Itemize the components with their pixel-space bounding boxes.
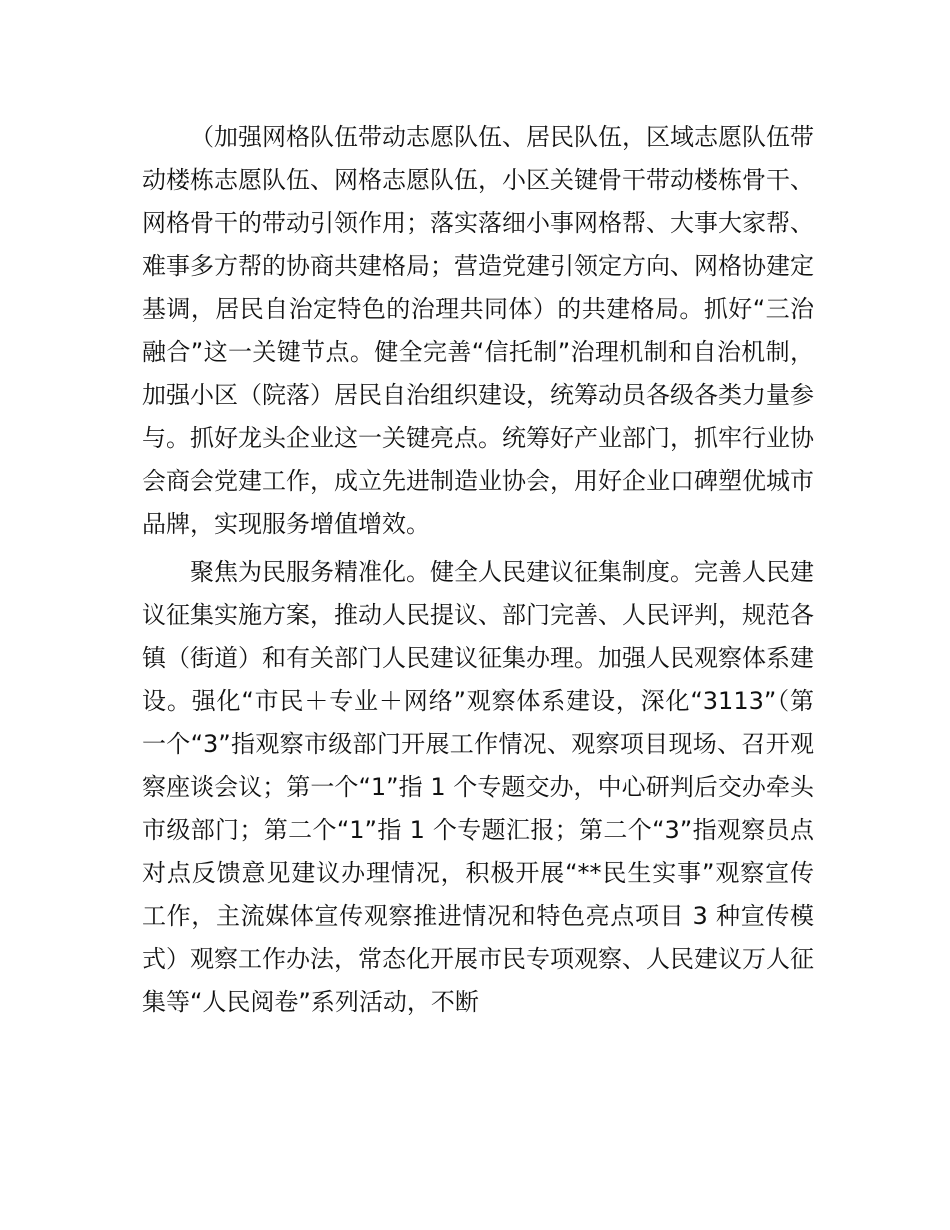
paragraph-2: 聚焦为民服务精准化。健全人民建议征集制度。完善人民建议征集实施方案，推动人民提议、部门完善、人民评判，规范各镇（街道）和有关部门人民建议征集办理。加强人民观察体系建设。强化“市民＋专业＋网络”观察体系建设，深化“3113”（第一个“3”指观察市级部门开展工作情况、观察项目现场、召开观察座谈会议；第一个“1”指 1 个专题交办，中心研判后交办牵头市级部门；第二个“1”指 1 个专题汇报；第二个“3”指观察员点对点反馈意见建议办理情况，积极开展“**民生实事”观察宣传工作，主流媒体宣传观察推进情况和特色亮点项目 3 种宣传模式）观察工作办法，常态化开展市民专项观察、人民建议万人征集等“人民阅卷”系列活动，不断: [142, 558, 814, 1016]
paragraph-1: （加强网格队伍带动志愿队伍、居民队伍，区域志愿队伍带动楼栋志愿队伍、网格志愿队伍，小区关键骨干带动楼栋骨干、网格骨干的带动引领作用；落实落细小事网格帮、大事大家帮、难事多方帮的协商共建格局；营造党建引领定方向、网格协建定基调，居民自治定特色的治理共同体）的共建格局。抓好“三治融合”这一关键节点。健全完善“信托制”治理机制和自治机制，加强小区（院落）居民自治组织建设，统筹动员各级各类力量参与。抓好龙头企业这一关键亮点。统筹好产业部门，抓牢行业协会商会党建工作，成立先进制造业协会，用好企业口碑塑优城市品牌，实现服务增值增效。: [142, 123, 814, 538]
document-body: [142, 116, 814, 1024]
